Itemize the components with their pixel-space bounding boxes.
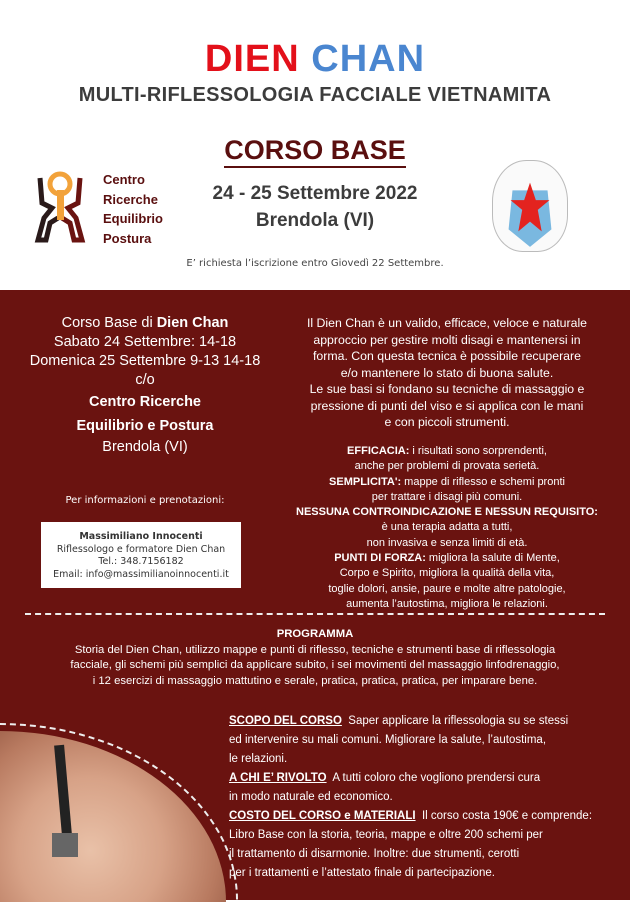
schedule-line: [0, 314, 290, 333]
feature-text: migliora la salute di Mente,: [425, 552, 560, 565]
course-title-text: CORSO BASE: [224, 135, 406, 168]
dashed-divider: [25, 613, 605, 615]
feature: [282, 444, 612, 459]
contact-box: [41, 522, 241, 588]
intro-line: Il Dien Chan è un valido, efficace, veloce e naturale: [306, 316, 588, 330]
info-label: Per informazioni e prenotazioni:: [65, 495, 225, 506]
contact-email[interactable]: Email: info@massimilianoinnocenti.it: [53, 568, 229, 580]
title-dien: DIEN: [204, 38, 300, 80]
header-section: [0, 0, 630, 290]
course-schedule: [0, 314, 290, 457]
intro-line: e/o mantenere lo stato di buona salute.: [340, 365, 554, 380]
program-line: Storia del Dien Chan, utilizzo mappe e punti di riflesso, tecniche e strumenti base di riflessologia: [74, 643, 556, 656]
intro-line: Le sue basi si fondano su tecniche di massaggio e: [309, 382, 585, 396]
title-chan: CHAN: [311, 38, 426, 80]
feature: [282, 505, 612, 520]
face-map-image: [492, 160, 568, 252]
program-line: facciale, gli schemi più semplici da applicare subito, i sei movimenti del massaggio linfodrenaggio,: [70, 659, 560, 671]
venue-city: Brendola (VI): [102, 439, 188, 455]
feature-text: non invasiva e senza limiti di età.: [366, 536, 528, 549]
contact-phone[interactable]: Tel.: 348.7156182: [98, 556, 184, 567]
contact-role: Riflessologo e formatore Dien Chan: [56, 543, 226, 555]
schedule-line: Sabato 24 Settembre: 14-18: [53, 334, 237, 350]
detail-text: Saper applicare la riflessologia su se stessi: [348, 715, 569, 727]
intro-line: pressione di punti del viso e si applica con le mani: [310, 398, 584, 413]
photo-roller: [52, 833, 78, 857]
centro-line: Postura: [103, 230, 152, 246]
registration-note: E’ richiesta l’iscrizione entro Giovedì 22 Settembre.: [186, 258, 444, 269]
intro-line: forma. Con questa tecnica è possibile recuperare: [313, 349, 581, 363]
feature-label: NESSUNA CONTROINDICAZIONE E NESSUN REQUISITO:: [296, 506, 598, 519]
schedule-line: Domenica 25 Settembre 9-13 14-18: [29, 353, 261, 369]
feature-label: SEMPLICITA':: [329, 475, 402, 488]
feature-text: anche per problemi di provata serietà.: [354, 460, 540, 473]
intro-line: e con piccoli strumenti.: [384, 415, 510, 429]
course-place: Brendola (VI): [255, 210, 375, 231]
massage-photo: [0, 723, 238, 900]
course-dates: 24 - 25 Settembre 2022: [212, 183, 418, 204]
program-title: PROGRAMMA: [276, 628, 354, 640]
subtitle: MULTI-RIFLESSOLOGIA FACCIALE VIETNAMITA: [78, 84, 552, 106]
feature-text: Corpo e Spirito, migliora la qualità della vita,: [339, 567, 555, 580]
detail-line: [229, 769, 619, 788]
venue-line: Centro Ricerche: [88, 394, 201, 410]
main-section: [0, 290, 630, 900]
feature-text: per trattare i disagi più comuni.: [371, 490, 523, 503]
detail-line: per i trattamenti e l’attestato finale di partecipazione.: [229, 867, 495, 879]
feature-text: aumenta l’autostima, migliora le relazioni.: [346, 597, 548, 610]
feature-label: EFFICACIA:: [347, 445, 410, 457]
photo-face: [0, 731, 226, 902]
detail-text: Il corso costa 190€ e comprende:: [421, 810, 593, 822]
schedule-line: c/o: [135, 372, 155, 388]
centro-name: [103, 170, 163, 248]
feature-text: mappe di riflesso e schemi pronti: [401, 475, 565, 488]
centro-line: Equilibrio: [103, 211, 163, 226]
schedule-text: Corso Base di: [61, 315, 157, 331]
schedule-bold: Dien Chan: [156, 315, 229, 331]
feature: [282, 551, 612, 566]
detail-line: ed intervenire su mali comuni. Migliorare la salute, l’autostima,: [229, 734, 547, 746]
features-list: [282, 444, 612, 612]
detail-line: le relazioni.: [229, 753, 288, 765]
costo-label: COSTO DEL CORSO e MATERIALI: [229, 810, 416, 822]
centro-line: Ricerche: [103, 191, 158, 207]
intro-text: [282, 315, 612, 431]
detail-line: in modo naturale ed economico.: [229, 791, 393, 803]
detail-line: [229, 807, 619, 826]
centro-line: Centro: [103, 172, 145, 187]
detail-line: il trattamento di disarmonie. Inoltre: due strumenti, cerotti: [229, 848, 520, 860]
detail-text: A tutti coloro che vogliono prendersi cura: [332, 772, 541, 784]
detail-line: Libro Base con la storia, teoria, mappe e oltre 200 schemi per: [229, 829, 543, 841]
venue-line: Equilibrio e Postura: [76, 418, 214, 434]
detail-line: [229, 712, 619, 731]
feature-text: è una terapia adatta a tutti,: [381, 521, 513, 534]
course-details: [229, 712, 619, 883]
feature: [282, 475, 612, 490]
program-section: [0, 627, 630, 689]
program-line: i 12 esercizi di massaggio mattutino e serale, pratica, pratica, pratica, per imparare bene.: [92, 674, 538, 687]
feature-text: i risultati sono sorprendenti,: [409, 445, 547, 457]
contact-name: Massimiliano Innocenti: [79, 531, 203, 542]
scopo-label: SCOPO DEL CORSO: [229, 715, 342, 727]
chi-label: A CHI E’ RIVOLTO: [229, 772, 327, 784]
intro-line: approccio per gestire molti disagi e mantenersi in: [313, 332, 581, 347]
page-title: [0, 38, 630, 81]
feature-label: PUNTI DI FORZA:: [334, 552, 426, 565]
feature-text: toglie dolori, ansie, paure e molte altre patologie,: [328, 582, 566, 595]
